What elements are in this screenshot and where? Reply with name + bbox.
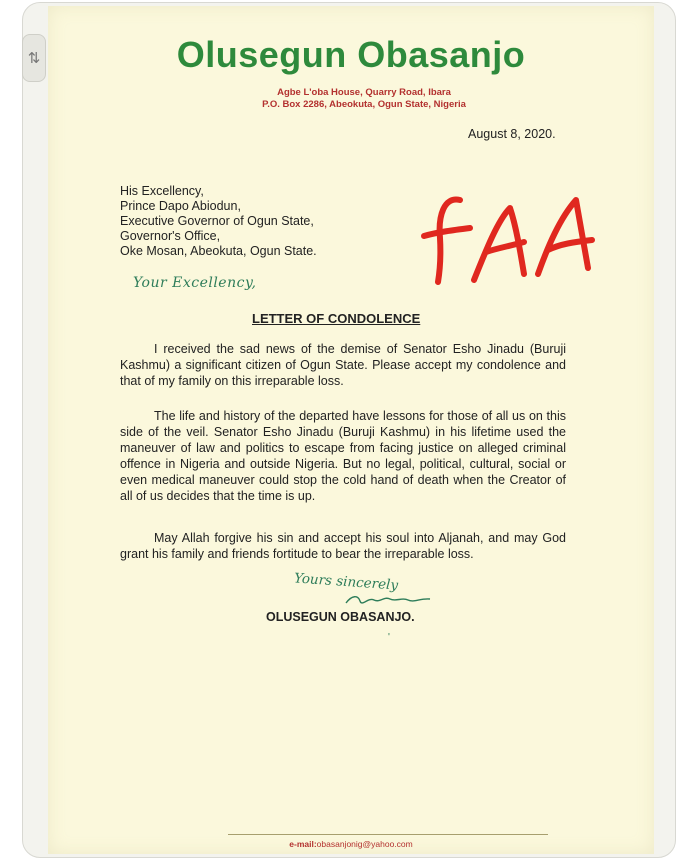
- handwritten-salutation: Your Excellency,: [133, 275, 257, 291]
- recipient-block: [120, 184, 420, 259]
- letter-title: LETTER OF CONDOLENCE: [252, 311, 421, 326]
- ink-mark: ': [388, 632, 390, 643]
- recipient-line: Governor's Office,: [120, 229, 221, 243]
- letter-page: [48, 6, 654, 854]
- body-paragraph: The life and history of the departed have lessons for those of all us on this side of the veil. Senator Esho Jinadu (Buruji Kashmu) in his lifetime used the maneuver of law and politics to escape from facing justice on alleged criminal offence in Nigeria and outside Nigeria. But no legal, political, cultural, social or even medical maneuver could stop the cold hand of death when the Creator of all of us decides that the time is up.: [120, 409, 566, 503]
- recipient-line: Oke Mosan, Abeokuta, Ogun State.: [120, 244, 317, 258]
- letter-date: August 8, 2020.: [468, 127, 556, 141]
- body-paragraph: May Allah forgive his sin and accept his soul into Aljanah, and may God grant his family and friends fortitude to bear the irreparable loss.: [120, 531, 566, 561]
- swap-arrows-icon[interactable]: ⇅: [22, 34, 46, 82]
- recipient-line: Executive Governor of Ogun State,: [120, 214, 314, 228]
- recipient-line: His Excellency,: [120, 184, 204, 198]
- letterhead-name: Olusegun Obasanjo: [176, 34, 526, 75]
- footer-email: [48, 839, 654, 849]
- handwritten-closing: Yours sincerely: [293, 570, 399, 594]
- body-paragraph: I received the sad news of the demise of Senator Esho Jinadu (Buruji Kashmu) a significant citizen of Ogun State. Please accept my condolence and that of my family on this irreparable loss.: [120, 342, 566, 388]
- email-label: e-mail:: [289, 839, 317, 849]
- footer-divider: [228, 834, 548, 835]
- email-address: obasanjonig@yahoo.com: [316, 839, 413, 849]
- recipient-line: Prince Dapo Abiodun,: [120, 199, 241, 213]
- signature-scribble: [344, 591, 434, 609]
- letterhead-address-line1: Agbe L'oba House, Quarry Road, Ibara: [277, 87, 451, 98]
- signatory-name: OLUSEGUN OBASANJO.: [266, 610, 415, 624]
- letterhead-address-line2: P.O. Box 2286, Abeokuta, Ogun State, Nigeria: [262, 99, 466, 110]
- handwritten-fAA-annotation: [416, 186, 606, 286]
